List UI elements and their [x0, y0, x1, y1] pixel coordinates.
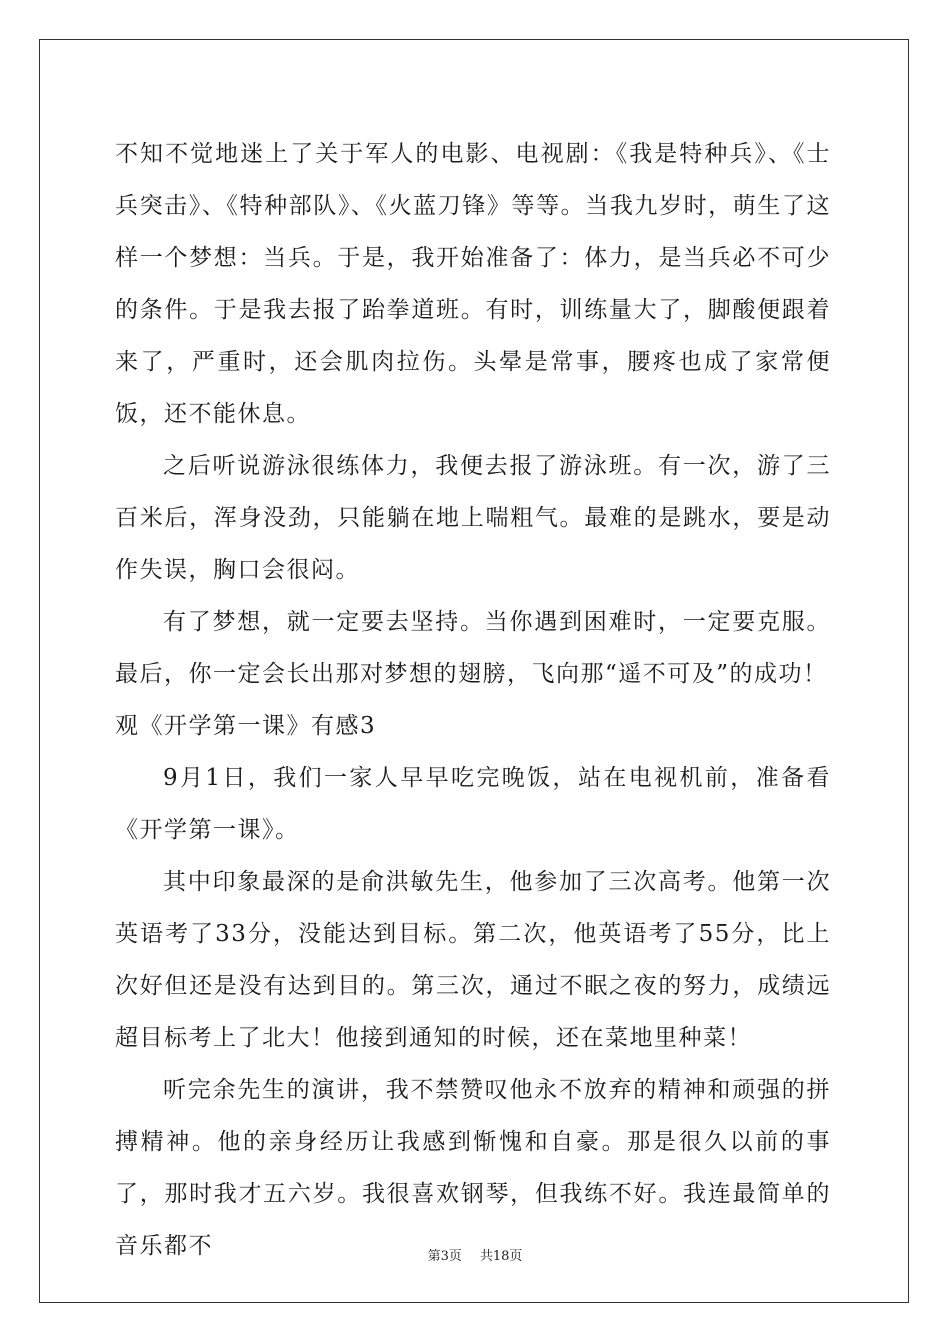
paragraph-6: 听完余先生的演讲，我不禁赞叹他永不放弃的精神和顽强的拼搏精神。他的亲身经历让我感到惭愧和自豪。那是很久以前的事了，那时我才五六岁。我很喜欢钢琴，但我练不好。我连最简单的音乐都不 — [115, 1077, 831, 1259]
paragraph-3: 有了梦想，就一定要去坚持。当你遇到困难时，一定要克服。最后，你一定会长出那对梦想的翅膀，飞向那“遥不可及”的成功！ — [115, 609, 831, 687]
page-number: 第3页 — [427, 1249, 462, 1264]
document-body — [115, 128, 831, 1272]
section-title: 观《开学第一课》有感3 — [115, 713, 377, 739]
paragraph-5: 其中印象最深的是俞洪敏先生，他参加了三次高考。他第一次英语考了33分，没能达到目标。第二次，他英语考了55分，比上次好但还是没有达到目的。第三次，通过不眠之夜的努力，成绩远超目标考上了北大！他接到通知的时候，还在菜地里种菜！ — [115, 869, 831, 1051]
page-footer — [0, 1245, 950, 1264]
paragraph-4: 9月1日，我们一家人早早吃完晚饭，站在电视机前，准备看《开学第一课》。 — [115, 765, 831, 843]
page-total: 共18页 — [479, 1249, 523, 1264]
paragraph-1: 不知不觉地迷上了关于军人的电影、电视剧：《我是特种兵》、《士兵突击》、《特种部队》、《火蓝刀锋》等等。当我九岁时，萌生了这样一个梦想：当兵。于是，我开始准备了：体力，是当兵必不可少的条件。于是我去报了跆拳道班。有时，训练量大了，脚酸便跟着来了，严重时，还会肌肉拉伤。头晕是常事，腰疼也成了家常便饭，还不能休息。 — [115, 141, 831, 427]
paragraph-2: 之后听说游泳很练体力，我便去报了游泳班。有一次，游了三百米后，浑身没劲，只能躺在地上喘粗气。最难的是跳水，要是动作失误，胸口会很闷。 — [115, 453, 831, 583]
